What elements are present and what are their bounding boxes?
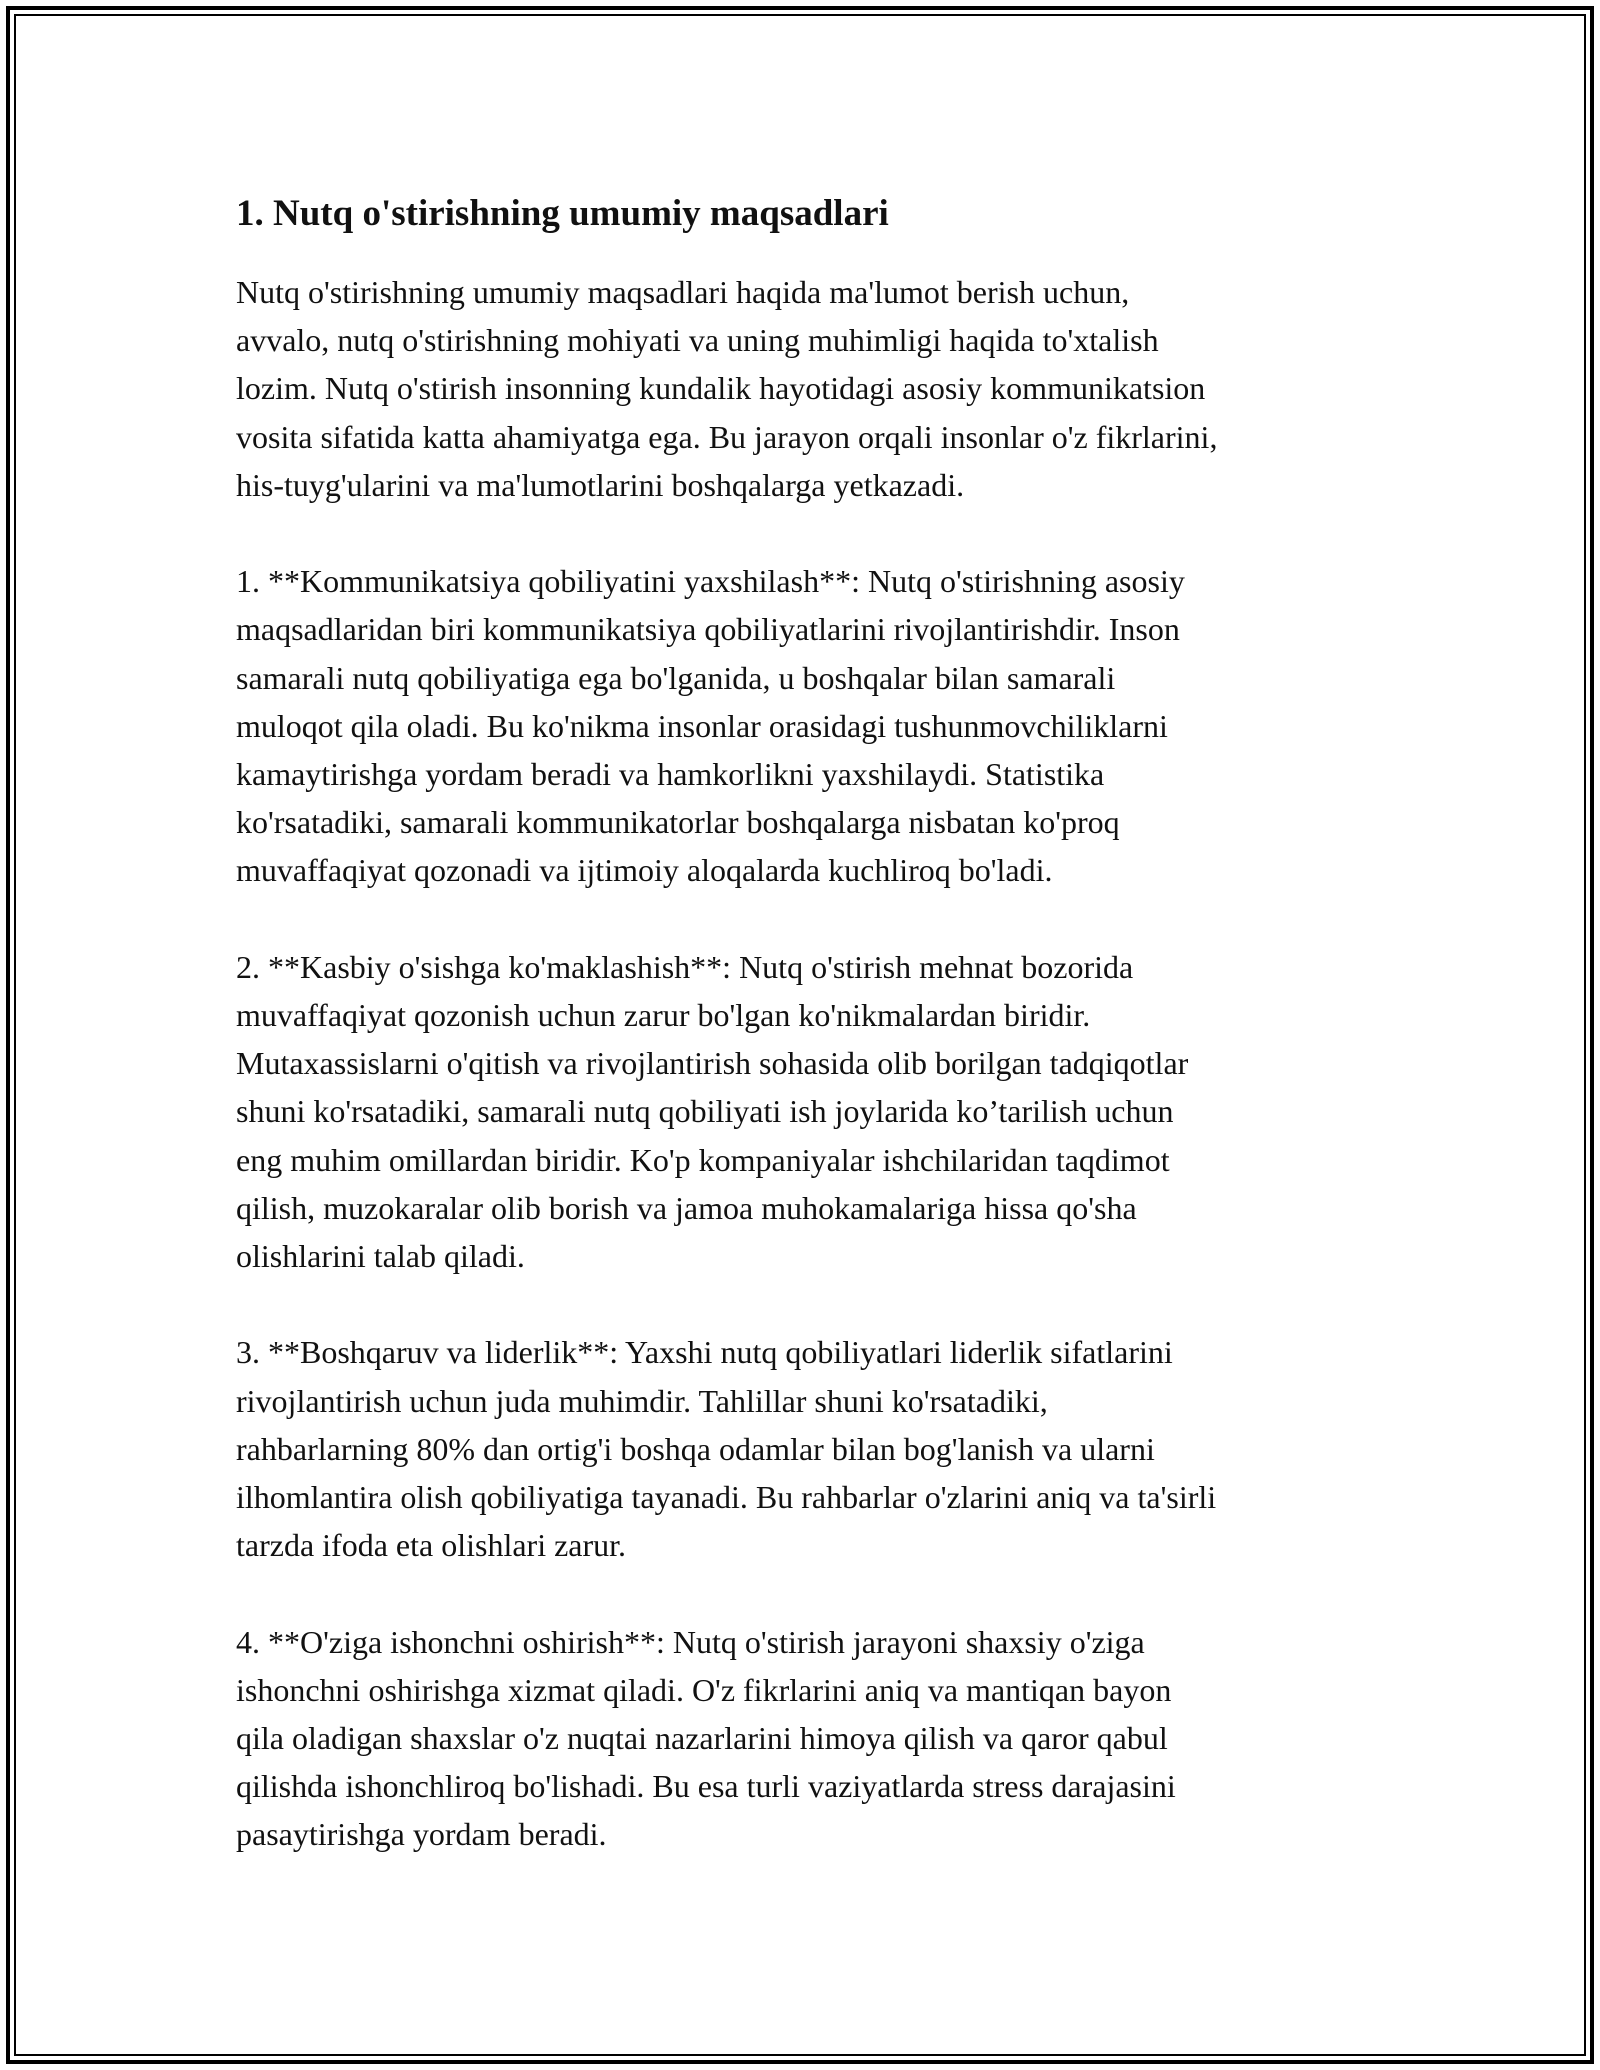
- document-title: 1. Nutq o'stirishning umumiy maqsadlari: [236, 193, 889, 234]
- list-item-career-growth: 2. **Kasbiy o'sishga ko'maklashish**: Nutq o'stirish mehnat bozorida muvaffaqiyat qozonish uchun zarur bo'lgan ko'nikmalardan biridir. Mutaxassislarni o'qitish va rivojlantirish sohasida olib borilgan tadqiqotlar shuni ko'rsatadiki, samarali nutq qobiliyati ish joylarida ko’tarilish uchun eng muhim omillardan biridir. Ko'p kompaniyalar ishchilaridan taqdimot qilish, muzokaralar olib borish va jamoa muhokamalariga hissa qo'sha olishlarini talab qiladi.: [236, 948, 1189, 1275]
- list-item-communication: 1. **Kommunikatsiya qobiliyatini yaxshilash**: Nutq o'stirishning asosiy maqsadlaridan biri kommunikatsiya qobiliyatlarini rivojlantirishdir. Inson samarali nutq qobiliyatiga ega bo'lganida, u boshqalar bilan samarali muloqot qila oladi. Bu ko'nikma insonlar orasidagi tushunmovchiliklarni kamaytirishga yordam beradi va hamkorlikni yaxshilaydi. Statistika ko'rsatadiki, samarali kommunikatorlar boshqalarga nisbatan ko'proq muvaffaqiyat qozonadi va ijtimoiy aloqalarda kuchliroq bo'ladi.: [236, 563, 1185, 889]
- list-item-leadership: 3. **Boshqaruv va liderlik**: Yaxshi nutq qobiliyatlari liderlik sifatlarini rivojlantirish uchun juda muhimdir. Tahlillar shuni ko'rsatadiki, rahbarlarning 80% dan ortig'i boshqa odamlar bilan bog'lanish va ularni ilhomlantira olish qobiliyatiga tayanadi. Bu rahbarlar o'zlarini aniq va ta'sirli tarzda ifoda eta olishlari zarur.: [236, 1334, 1217, 1564]
- intro-paragraph: Nutq o'stirishning umumiy maqsadlari haqida ma'lumot berish uchun, avvalo, nutq o'stirishning mohiyati va uning muhimligi haqida to'xtalish lozim. Nutq o'stirish insonning kundalik hayotidagi asosiy kommunikatsion vosita sifatida katta ahamiyatga ega. Bu jarayon orqali insonlar o'z fikrlarini, his-tuyg'ularini va ma'lumotlarini boshqalarga yetkazadi.: [236, 274, 1218, 503]
- list-item-self-confidence: 4. **O'ziga ishonchni oshirish**: Nutq o'stirish jarayoni shaxsiy o'ziga ishonchni oshirishga xizmat qiladi. O'z fikrlarini aniq va mantiqan bayon qila oladigan shaxslar o'z nuqtai nazarlarini himoya qilish va qaror qabul qilishda ishonchliroq bo'lishadi. Bu esa turli vaziyatlarda stress darajasini pasaytirishga yordam beradi.: [236, 1623, 1176, 1853]
- document-body: [236, 190, 1376, 1907]
